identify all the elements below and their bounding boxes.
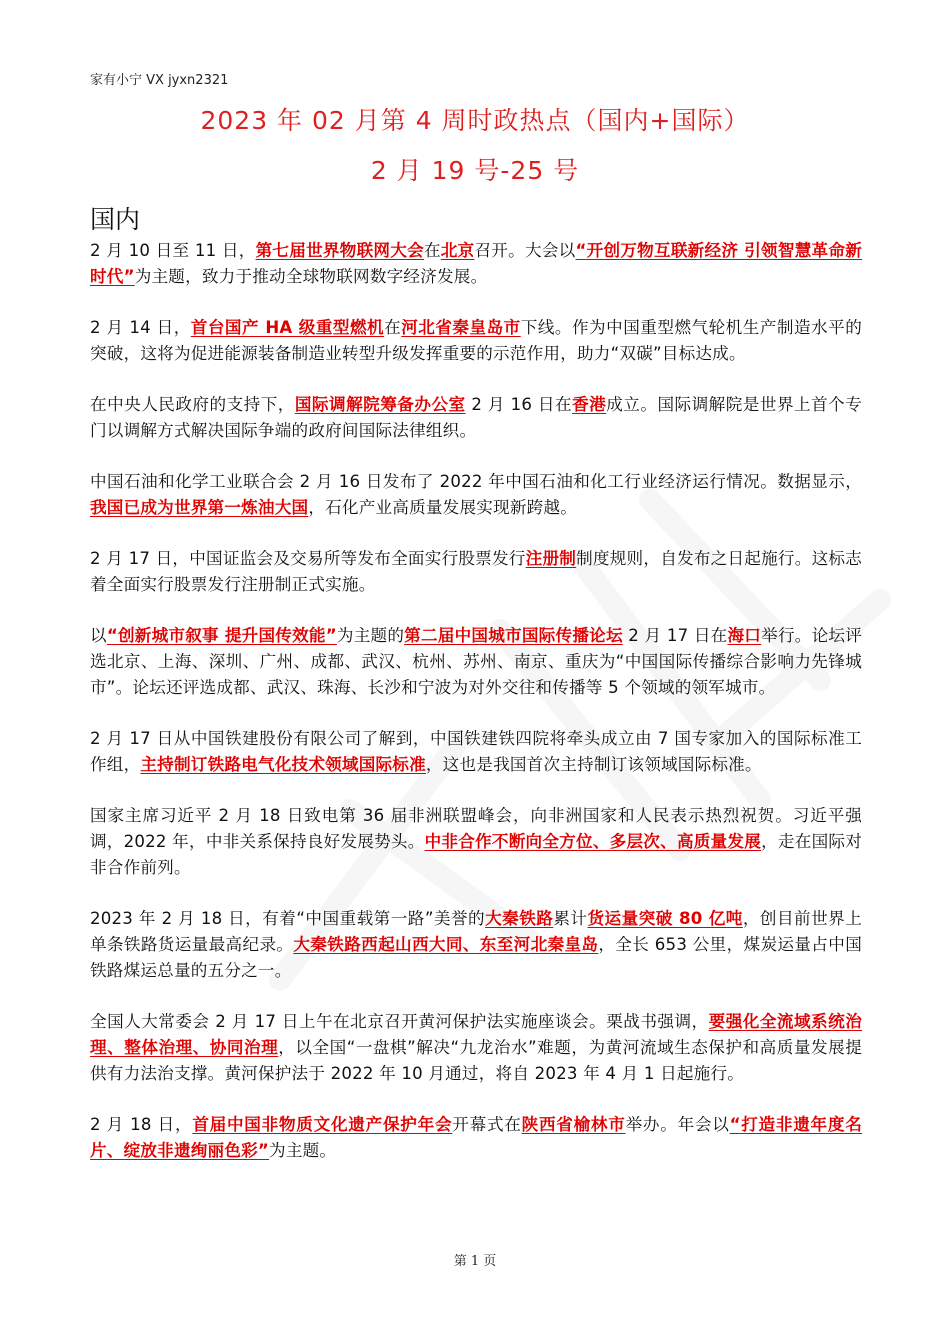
highlighted-keyword: 要强化全流域系统治理、整体治理、协同治理: [90, 1012, 862, 1057]
news-paragraph: [90, 623, 862, 701]
highlighted-keyword: 大秦铁路西起山西大同、东至河北秦皇岛: [293, 935, 599, 954]
paragraph-text: 制度规则，自发布之日起施行。这标志着全面实行股票发行注册制正式实施。: [90, 549, 862, 594]
highlighted-keyword: 主持制订铁路电气化技术领域国际标准: [140, 755, 426, 774]
news-paragraph: [90, 238, 862, 290]
highlighted-keyword: 海口: [727, 626, 762, 645]
paragraph-text: 为主题，致力于推动全球物联网数字经济发展。: [134, 267, 488, 286]
paragraph-text: ，这也是我国首次主持制订该领域国际标准。: [425, 755, 762, 774]
paragraph-text: 举行。论坛评选北京、上海、深圳、广州、成都、武汉、杭州、苏州、南京、重庆为“中国国际传播综合影响力先锋城市”。论坛还评选成都、武汉、珠海、长沙和宁波为对外交往和传播等 5 个领域的领军城市。: [90, 626, 862, 697]
paragraph-text: 举办。年会以: [625, 1115, 730, 1134]
paragraph-text: 累计: [553, 909, 588, 928]
news-paragraph: [90, 803, 862, 881]
document-date-range: 2 月 19 号-25 号: [370, 156, 580, 185]
highlighted-keyword: “开创万物互联新经济 引领智慧革命新时代”: [90, 241, 863, 286]
paragraph-text: ，石化产业高质量发展实现新跨越。: [308, 498, 578, 517]
highlighted-keyword: 首届中国非物质文化遗产保护年会: [192, 1115, 453, 1134]
paragraph-text: 以: [90, 626, 107, 645]
highlighted-keyword: 首台国产 HA 级重型燃机: [190, 318, 385, 337]
paragraph-text: 全国人大常委会 2 月 17 日上午在北京召开黄河保护法实施座谈会。栗战书强调，: [90, 1012, 709, 1031]
news-paragraph: [90, 1112, 862, 1164]
paragraph-text: 开幕式在: [452, 1115, 522, 1134]
paragraph-text: 2 月 17 日，中国证监会及交易所等发布全面实行股票发行: [90, 549, 526, 568]
document-title: 2023 年 02 月第 4 周时政热点（国内+国际）: [200, 106, 750, 135]
highlighted-keyword: 中非合作不断向全方位、多层次、高质量发展: [424, 832, 762, 851]
paragraph-text: 国家主席习近平 2 月 18 日致电第 36 届非洲联盟峰会，向非洲国家和人民表示热烈祝贺。习近平强调，2022 年，中非关系保持良好发展势头。: [90, 806, 862, 851]
paragraph-text: 为主题的: [336, 626, 405, 645]
news-paragraph: [90, 1009, 862, 1087]
highlighted-keyword: 北京: [440, 241, 475, 260]
paragraph-text: 下线。作为中国重型燃气轮机生产制造水平的突破，这将为促进能源装备制造业转型升级发挥重要的示范作用，助力“双碳”目标达成。: [90, 318, 863, 363]
highlighted-keyword: 国际调解院筹备办公室: [294, 395, 466, 414]
highlighted-keyword: 注册制: [525, 549, 577, 568]
news-paragraph: [90, 906, 862, 984]
highlighted-keyword: 第二届中国城市国际传播论坛: [404, 626, 623, 645]
paragraph-text: 2023 年 2 月 18 日，有着“中国重载第一路”美誉的: [90, 909, 486, 928]
news-paragraph: [90, 469, 862, 521]
highlighted-keyword: 货运量突破 80 亿吨: [587, 909, 743, 928]
paragraph-text: 召开。大会以: [474, 241, 576, 260]
paragraph-text: 2 月 17 日从中国铁建股份有限公司了解到，中国铁建铁四院将牵头成立由 7 国专家加入的国际标准工作组，: [90, 729, 862, 774]
highlighted-keyword: “打造非遗年度名片、绽放非遗绚丽色彩”: [90, 1115, 862, 1160]
paragraph-text: 成立。国际调解院是世界上首个专门以调解方式解决国际争端的政府间国际法律组织。: [90, 395, 863, 440]
highlighted-keyword: 我国已成为世界第一炼油大国: [90, 498, 309, 517]
news-paragraph: [90, 546, 862, 598]
news-paragraph: [90, 392, 862, 444]
highlighted-keyword: 河北省秦皇岛市: [401, 318, 521, 337]
paragraph-text: 2 月 18 日，: [90, 1115, 193, 1134]
page-number: 第 1 页: [453, 1254, 497, 1269]
paragraph-text: 为主题。: [269, 1141, 337, 1160]
paragraph-text: 2 月 10 日至 11 日，: [90, 241, 256, 260]
section-heading-domestic: 国内: [90, 205, 141, 234]
paragraph-text: 在: [423, 241, 441, 260]
paragraph-text: ，全长 653 公里，煤炭运量占中国铁路煤运总量的五分之一。: [90, 935, 862, 980]
highlighted-keyword: 第七届世界物联网大会: [255, 241, 424, 260]
paragraph-text: 在中央人民政府的支持下，: [90, 395, 295, 414]
news-paragraph: [90, 315, 862, 367]
paragraph-text: 在: [384, 318, 402, 337]
highlighted-keyword: “创新城市叙事 提升国传效能”: [106, 626, 337, 645]
paragraph-text: 2 月 16 日在: [465, 395, 573, 414]
highlighted-keyword: 大秦铁路: [485, 909, 554, 928]
paragraph-text: 2 月 14 日，: [90, 318, 191, 337]
paragraph-text: ，创目前世界上单条铁路货运量最高纪录。: [90, 909, 862, 954]
highlighted-keyword: 陕西省榆林市: [521, 1115, 626, 1134]
paragraph-text: 2 月 17 日在: [622, 626, 728, 645]
paragraph-text: 中国石油和化学工业联合会 2 月 16 日发布了 2022 年中国石油和化工行业经济运行情况。数据显示，: [90, 472, 862, 491]
highlighted-keyword: 香港: [572, 395, 607, 414]
paragraph-text: ，走在国际对非合作前列。: [90, 832, 863, 877]
news-paragraph: [90, 726, 862, 778]
news-list: [90, 238, 862, 1189]
header-note: 家有小宁 VX jyxn2321: [90, 73, 229, 88]
paragraph-text: ，以全国“一盘棋”解决“九龙治水”难题，为黄河流域生态保护和高质量发展提供有力法治支撑。黄河保护法于 2022 年 10 月通过，将自 2023 年 4 月 1 日起施行。: [90, 1038, 862, 1083]
